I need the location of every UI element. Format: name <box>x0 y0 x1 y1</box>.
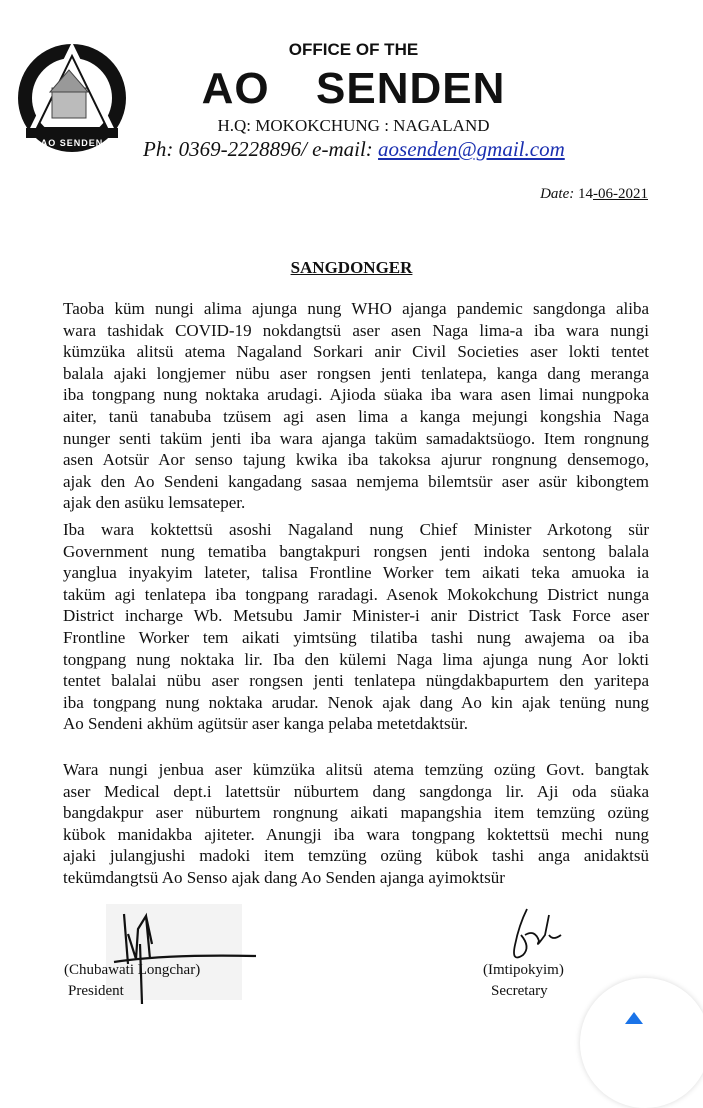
date-value: -06-2021 <box>593 186 648 202</box>
text-line: kübok manidakba ajiteter. Anungji iba wara tongpang koktettsü mechi nung <box>63 824 649 844</box>
arrow-up-icon <box>623 1010 645 1030</box>
paragraph-2 <box>63 519 649 735</box>
text-line: asen Aotsür Aor senso tajung kwika iba takoksa ajurur rongnung densemogo, <box>63 450 649 470</box>
text-line: Iba wara koktettsü asoshi Nagaland nung Chief Minister Arkotong sür <box>63 520 649 539</box>
text-line: nunger senti taküm jenti iba wara ajanga taküm samadaktsüogo. Item rongnung <box>63 428 649 448</box>
text-line: Ao Sendeni akhüm agütsür aser kanga pelaba metetdaktsür. <box>63 714 469 734</box>
text-line: aiter, tanü tanabuba tzüsem agi asen lima a kanga mejungi kongshia Naga <box>63 406 649 426</box>
text-line: kümzüka alitsü atema Nagaland Sorkari anir Civil Societies aser lokti tentet <box>63 342 649 362</box>
text-line: taküm agi tenlatepa iba tongpang raradagi. Asenok Mokokchung District nunga <box>63 584 649 604</box>
text-line: aser Medical dept.i latettsür nüburtem dang sangdonga lir. Aji oda süaka <box>63 781 649 801</box>
secretary-signature <box>505 905 565 965</box>
floating-action-button[interactable] <box>580 978 703 1108</box>
text-line: tentet balalai nübu aser rongsen jenti tenlatepa nüngdakbapurtem den yaritepa <box>63 671 649 691</box>
text-line: bangdakpur aser nüburtem rongnung aikati mapangshia item temzüng ozüng <box>63 803 649 823</box>
email-link[interactable]: aosenden@gmail.com <box>378 137 565 161</box>
president-block <box>64 960 200 1002</box>
text-line: ajak den asüku lemsateper. <box>63 493 246 513</box>
text-line: tongpang nung noktaka lir. Iba den külemi Naga lima ajunga nung Aor lokti <box>63 649 649 669</box>
text-line: iba tongpang nung noktaka arudar. Nenok ajak dang Ao kin ajak tenüng nung <box>63 692 649 712</box>
date-prefix: 14 <box>574 186 593 202</box>
paragraph-1 <box>63 298 649 514</box>
text-line: wara tashidak COVID-19 nokdangtsü aser asen Naga lima-a iba wara nungi <box>63 320 649 340</box>
text-line: Taoba küm nungi alima ajunga nung WHO ajanga pandemic sangdonga aliba <box>63 299 649 318</box>
svg-text:AO SENDEN: AO SENDEN <box>40 138 104 148</box>
letterhead-office-of: OFFICE OF THE <box>288 40 419 59</box>
phone-text: Ph: 0369-2228896/ e-mail: <box>143 137 379 161</box>
text-line: balala ajaki longjemer nübu aser rongsen jenti tenlatepa, kanga dang meranga <box>63 363 649 383</box>
letter-date <box>540 186 648 203</box>
text-line: District incharge Wb. Metsubu Jamir Minister-i anir District Task Force aser <box>63 606 649 626</box>
secretary-block <box>483 960 564 1002</box>
letterhead-org-name: AO SENDEN <box>201 64 506 113</box>
letter-heading: SANGDONGER <box>290 258 413 277</box>
text-line: yanglua inyakyim lateter, talisa Frontline Worker tem aikati teka amuoka ia <box>63 563 649 583</box>
president-name: (Chubawati Longchar) <box>64 962 201 978</box>
text-line: tekümdangtsü Ao Senso ajak dang Ao Senden ajanga ayimoktsür <box>63 867 505 887</box>
letterhead-contact <box>143 137 565 162</box>
text-line: Wara nungi jenbua aser kümzüka alitsü atema temzüng ozüng Govt. bangtak <box>63 760 649 779</box>
text-line: Frontline Worker tem aikati yimtsüng tilatiba tashi nung awajema oa iba <box>63 627 649 647</box>
president-title: President <box>68 983 124 999</box>
letterhead-hq: H.Q: MOKOKCHUNG : NAGALAND <box>217 116 490 135</box>
text-line: iba tongpang nung noktaka arudagi. Ajioda süaka iba wara asen limai nungpoka <box>63 385 649 405</box>
text-line: ajak den Ao Sendeni kangadang sasaa nemjema bilemtsür aser asür kibongtem <box>63 471 649 491</box>
text-line: Government nung tematiba bangtakpuri rongsen jenti indoka sentong balala <box>63 541 649 561</box>
date-label: Date: <box>540 186 575 202</box>
text-line: ajaki julangjushi madoki item temzüng ozüng kübok tashi anga anidaktsü <box>63 846 649 866</box>
secretary-name: (Imtipokyim) <box>483 962 564 978</box>
paragraph-3 <box>63 759 649 889</box>
secretary-title: Secretary <box>491 983 548 999</box>
